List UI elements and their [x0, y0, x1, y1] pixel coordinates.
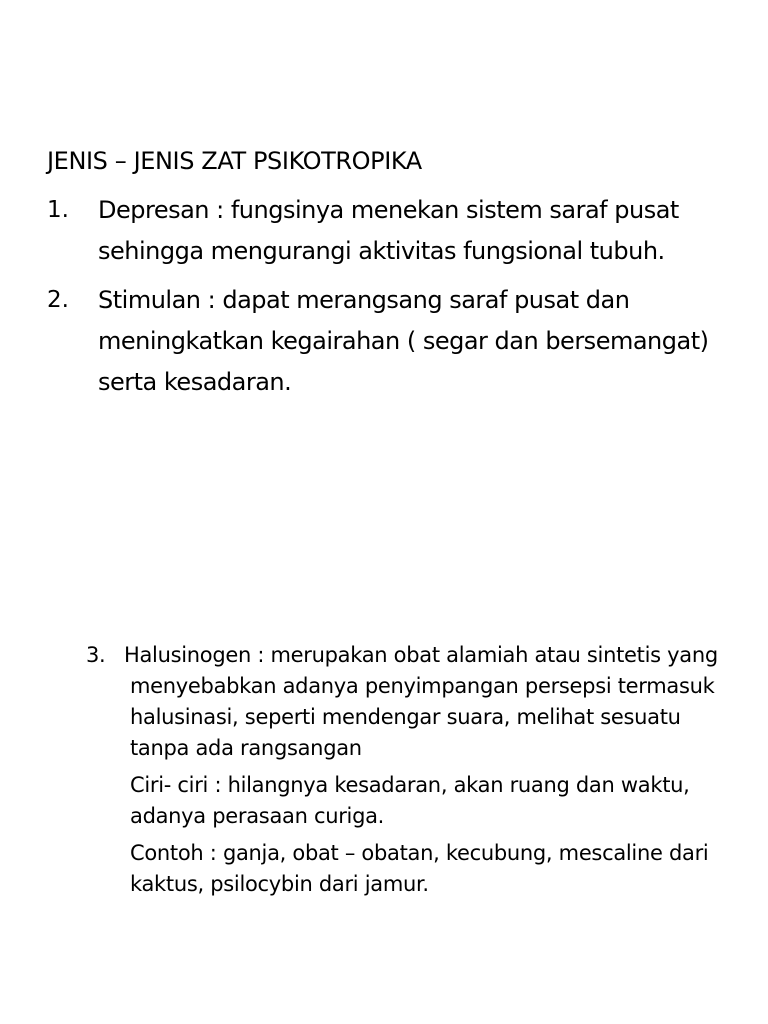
list-item-depresan [47, 190, 747, 272]
list-item-stimulan [47, 280, 747, 403]
list-item-text: Depresan : fungsinya menekan sistem saraf pusat sehingga mengurangi aktivitas fungsional tubuh. [98, 196, 679, 265]
list-item-number: 2. [47, 287, 69, 313]
ciri-paragraph: Ciri- ciri : hilangnya kesadaran, akan ruang dan waktu, adanya perasaan curiga. [130, 773, 690, 828]
list-item-halusinogen [86, 640, 746, 900]
contoh-paragraph: Contoh : ganja, obat – obatan, kecubung, mescaline dari kaktus, psilocybin dari jamur. [130, 841, 709, 896]
list-item-number: 3. [86, 643, 106, 667]
halusinogen-text: Halusinogen : merupakan obat alamiah atau sintetis yang menyebabkan adanya penyimpangan persepsi termasuk halusinasi, seperti mendengar suara, melihat sesuatu tanpa ada rangsangan [124, 643, 718, 760]
slide-title: JENIS – JENIS ZAT PSIKOTROPIKA [47, 147, 422, 175]
halusinogen-paragraph [86, 640, 746, 764]
psychotropic-types-list [47, 190, 747, 411]
list-item-number: 1. [47, 197, 69, 223]
list-item-text: Stimulan : dapat merangsang saraf pusat dan meningkatkan kegairahan ( segar dan bersemangat) serta kesadaran. [98, 286, 709, 396]
